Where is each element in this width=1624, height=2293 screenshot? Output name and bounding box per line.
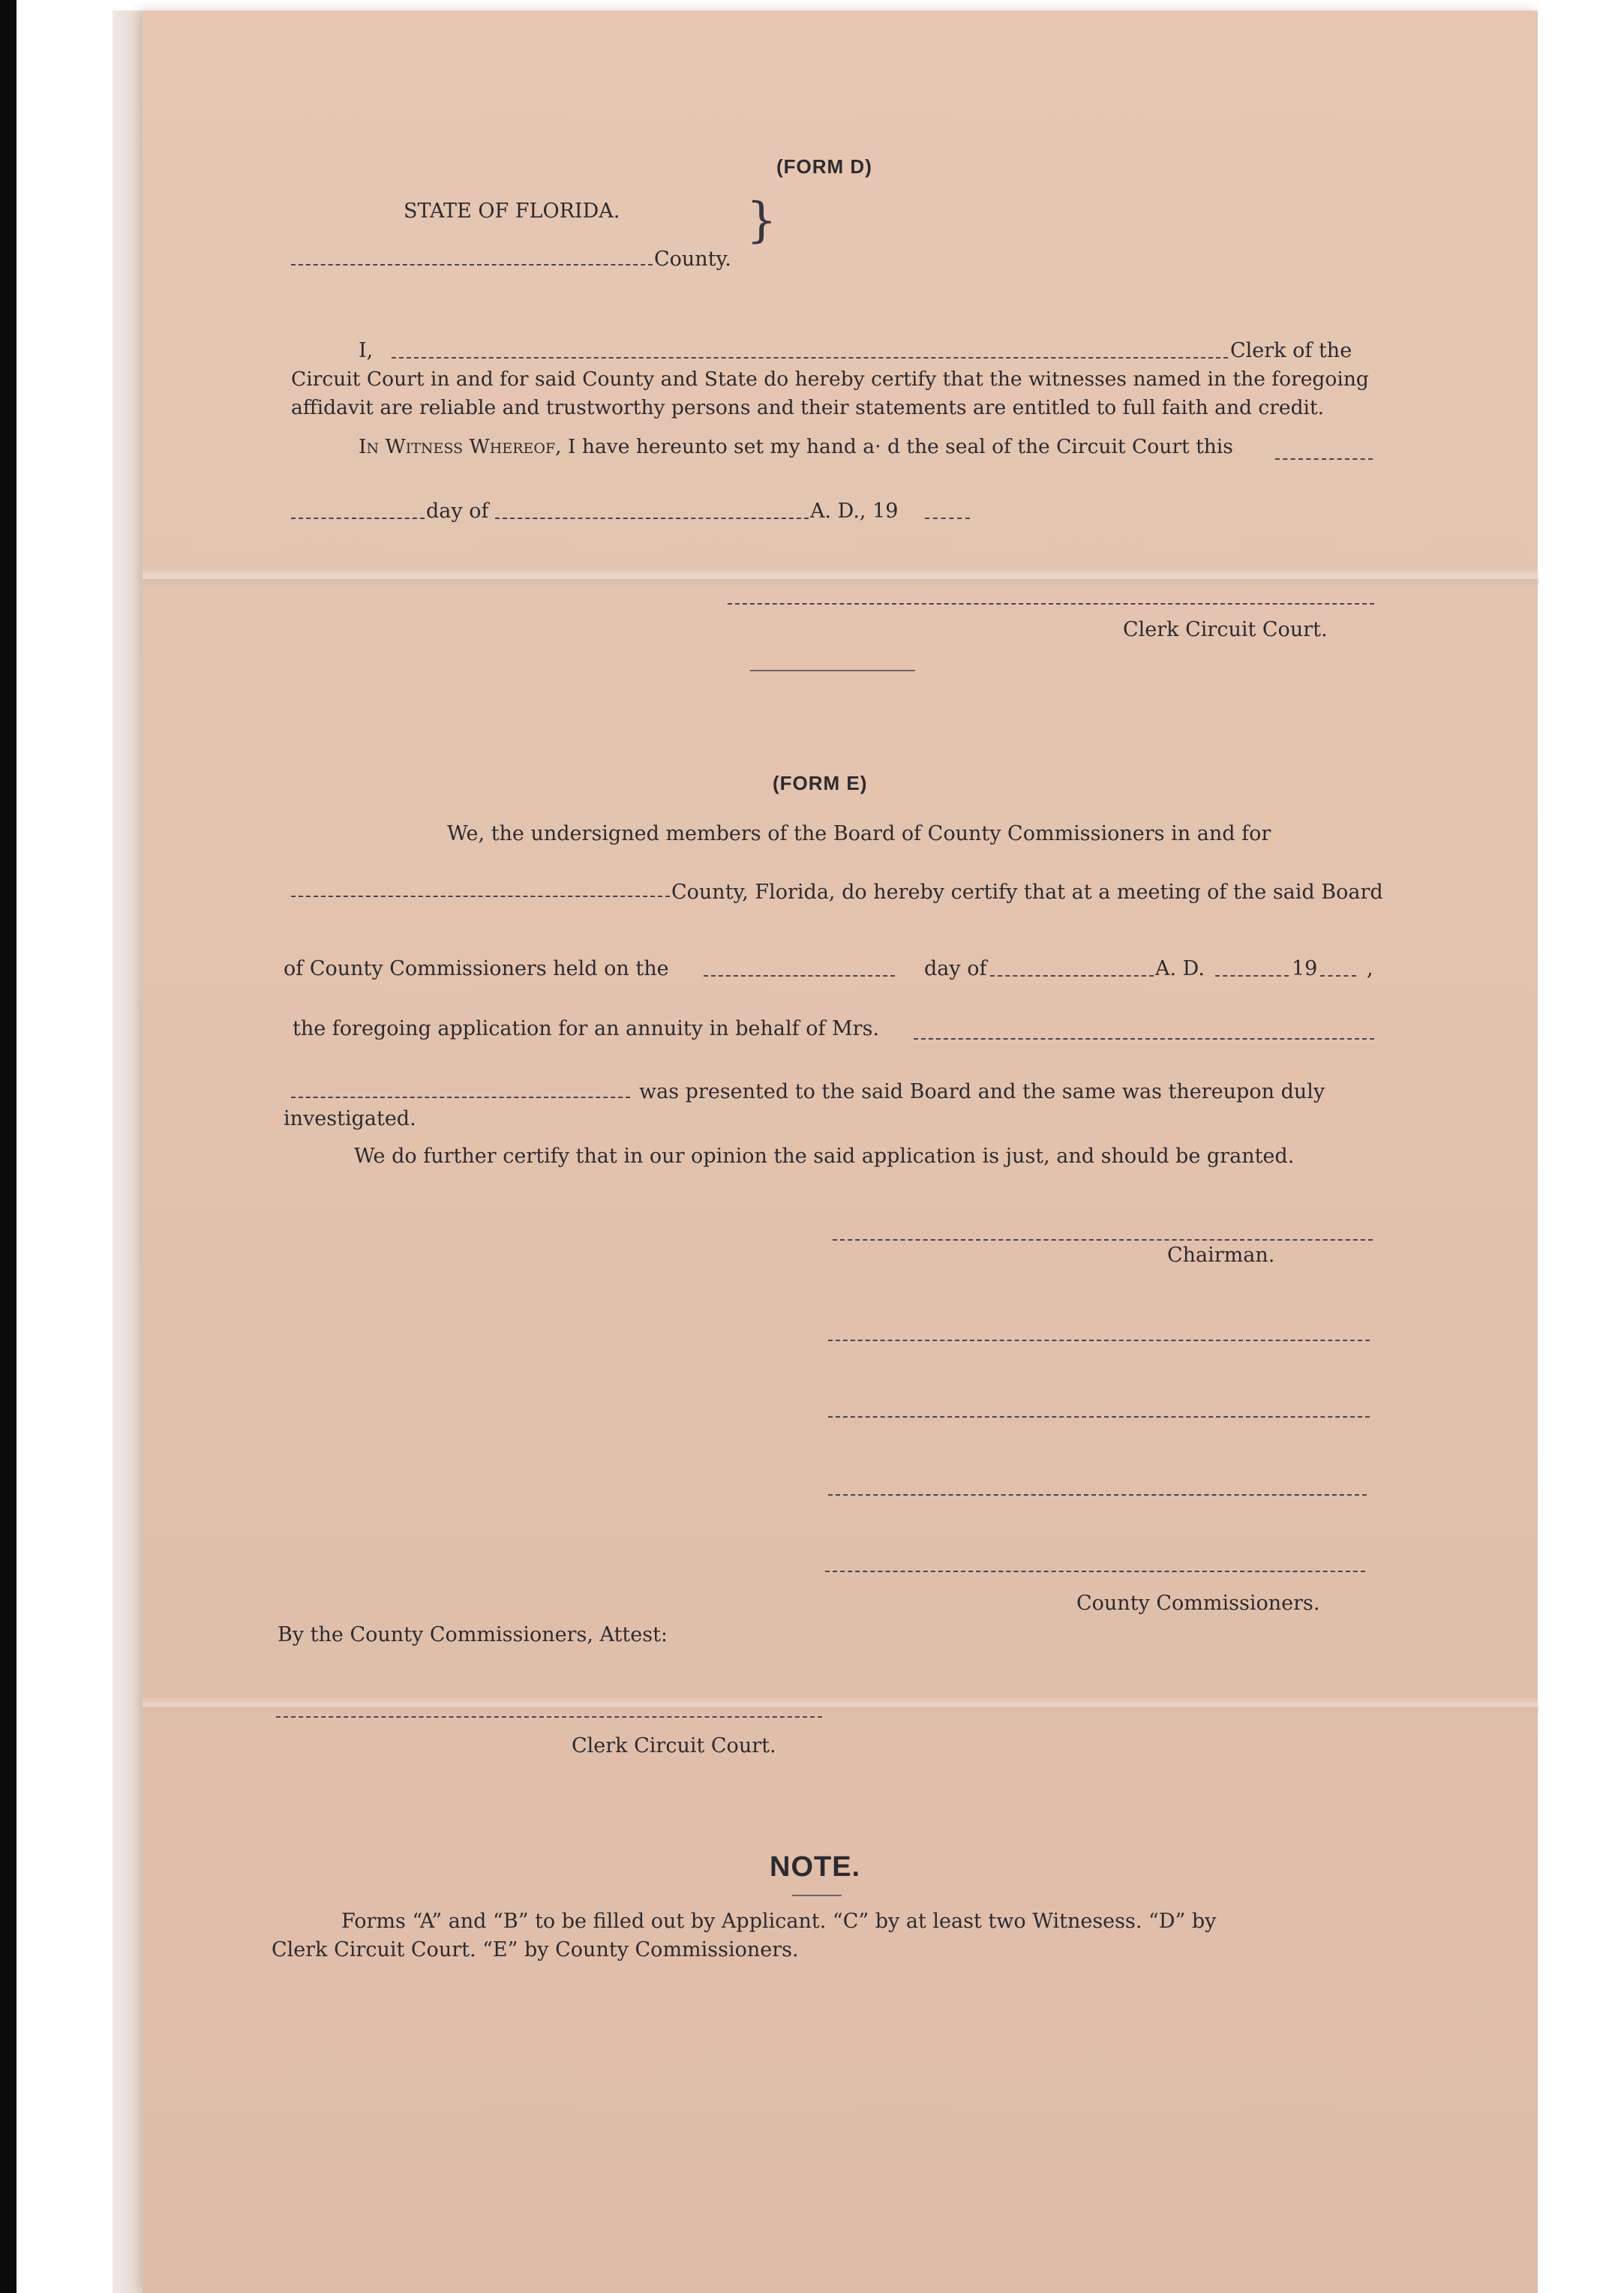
i-label: I, — [359, 339, 374, 362]
attest-label: By the County Commissioners, Attest: — [278, 1623, 668, 1646]
form-d-heading: (FORM D) — [776, 155, 872, 178]
brace-icon: } — [746, 193, 777, 248]
county-name-blank — [291, 896, 670, 897]
scan-edge-left — [0, 0, 17, 2293]
scan-margin-right — [1538, 0, 1624, 2293]
state-of-florida: STATE OF FLORIDA. — [404, 200, 620, 223]
commissioner-signature-line-4 — [825, 1571, 1365, 1572]
form-e-heading: (FORM E) — [773, 772, 868, 794]
form-d-line-2: Circuit Court in and for said County and State do hereby certify that the witnesses named in the foregoing — [291, 368, 1369, 391]
form-e-line-1: We, the undersigned members of the Board of County Commissioners in and for — [447, 822, 1271, 845]
day-of-label: day of — [426, 500, 489, 523]
month-blank — [495, 518, 809, 519]
meeting-year-blank — [1320, 975, 1356, 977]
in-witness-whereof-rest: I have hereunto set my hand a· d the seal of the Circuit Court this — [561, 435, 1233, 458]
section-divider — [750, 670, 915, 671]
meeting-day-blank — [704, 975, 895, 977]
form-e-line-3d: 19 — [1292, 957, 1318, 980]
county-blank — [291, 264, 653, 266]
applicant-name-blank — [914, 1038, 1374, 1040]
chairman-label: Chairman. — [1167, 1244, 1275, 1267]
ad-label: A. D., 19 — [810, 500, 899, 523]
in-witness-whereof — [359, 435, 1233, 459]
form-d-line-3: affidavit are reliable and trustworthy persons and their statements are entitled to full faith and credit. — [291, 396, 1325, 419]
form-e-line-6: investigated. — [284, 1107, 416, 1130]
paper-fold — [143, 1697, 1539, 1716]
clerk-circuit-court-label: Clerk Circuit Court. — [1123, 618, 1328, 641]
note-line-1: Forms “A” and “B” to be filled out by Applicant. “C” by at least two Witnesess. “D” by — [341, 1910, 1217, 1933]
year-blank — [925, 518, 970, 519]
form-e-line-3b: day of — [924, 957, 987, 980]
day-blank — [291, 518, 425, 519]
commissioner-signature-line-2 — [828, 1416, 1370, 1418]
attest-clerk-label: Clerk Circuit Court. — [572, 1734, 776, 1757]
form-e-line-7: We do further certify that in our opinion the said application is just, and should be granted. — [354, 1145, 1295, 1168]
note-line-2: Clerk Circuit Court. “E” by County Commissioners. — [272, 1938, 799, 1961]
form-e-line-3e: , — [1367, 957, 1373, 980]
clerk-signature-line — [728, 603, 1374, 605]
form-e-line-5: was presented to the said Board and the same was thereupon duly — [639, 1080, 1325, 1103]
clerk-of-the: Clerk of the — [1230, 339, 1352, 362]
form-e-line-3a: of County Commissioners held on the — [284, 957, 669, 980]
clerk-name-blank — [392, 357, 1228, 359]
ad-blank — [1215, 975, 1289, 977]
form-e-line-3c: A. D. — [1155, 957, 1205, 980]
note-heading: NOTE. — [770, 1851, 861, 1883]
commissioner-signature-line-1 — [828, 1340, 1370, 1341]
in-witness-whereof-caps: In Witness Whereof, — [359, 435, 562, 458]
date-blank — [1275, 458, 1373, 460]
paper-fold — [143, 569, 1539, 588]
note-underline — [792, 1895, 842, 1896]
commissioner-signature-line-3 — [828, 1494, 1367, 1496]
attest-signature-line — [276, 1716, 822, 1718]
meeting-month-blank — [990, 975, 1154, 977]
chairman-signature-line — [833, 1239, 1373, 1241]
county-label: County. — [654, 248, 731, 271]
county-commissioners-label: County Commissioners. — [1076, 1592, 1320, 1615]
form-e-line-4: the foregoing application for an annuity in behalf of Mrs. — [293, 1017, 880, 1040]
form-e-line-2: County, Florida, do hereby certify that at a meeting of the said Board — [671, 881, 1383, 904]
applicant-name-continued-blank — [291, 1097, 630, 1098]
